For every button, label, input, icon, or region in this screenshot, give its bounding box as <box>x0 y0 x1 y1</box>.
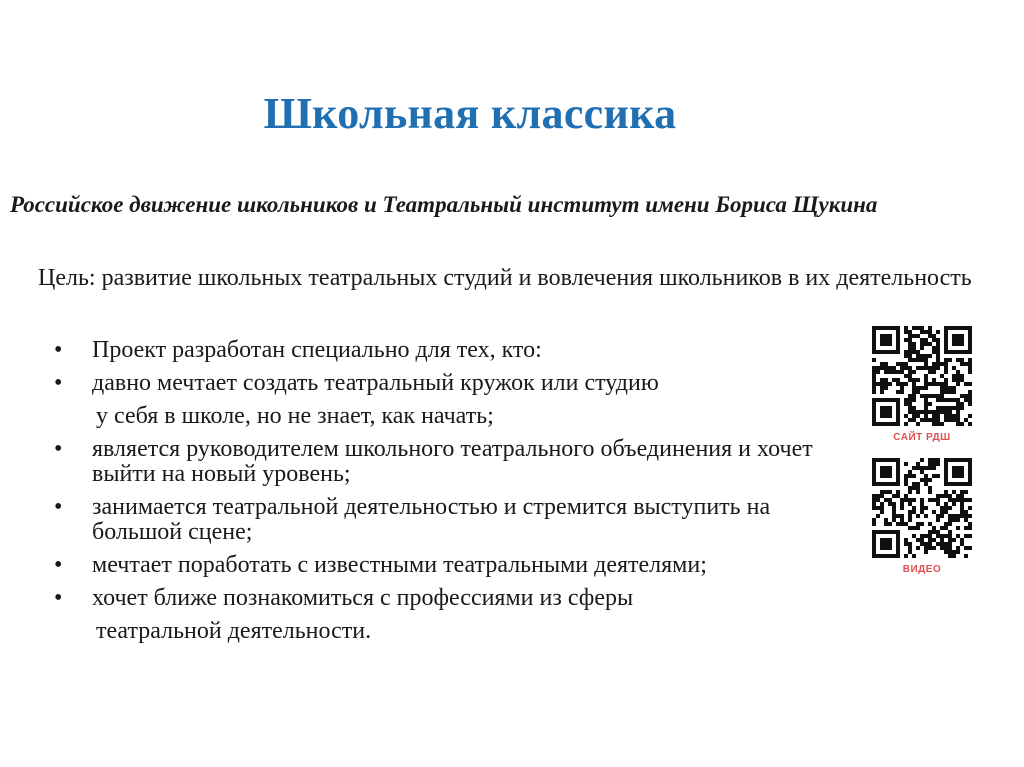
bullet-icon: • <box>54 552 63 578</box>
slide-title: Школьная классика <box>263 89 677 138</box>
list-item <box>38 495 858 545</box>
list-item <box>38 371 858 396</box>
list-item-continuation <box>38 404 858 429</box>
qr-code-icon[interactable] <box>872 458 972 558</box>
list-item-text: давно мечтает создать театральный кружок или студию <box>92 370 659 396</box>
audience-list <box>38 338 858 652</box>
goal-text: Цель: развитие школьных театральных студий и вовлечения школьников в их деятельность <box>38 265 972 291</box>
qr-video-label: ВИДЕО <box>902 564 942 575</box>
qr-code-icon[interactable] <box>872 326 972 426</box>
qr-site-block[interactable] <box>872 326 972 443</box>
list-item-text: Проект разработан специально для тех, кто: <box>92 337 542 363</box>
list-item-text: театральной деятельности. <box>96 618 372 644</box>
bullet-icon: • <box>54 370 63 396</box>
list-item-text: является руководителем школьного театрального объединения и хочет выйти на новый уровень; <box>92 436 813 487</box>
list-item-text: хочет ближе познакомиться с профессиями из сферы <box>92 585 634 611</box>
bullet-icon: • <box>54 436 63 462</box>
bullet-icon: • <box>54 337 63 363</box>
list-item <box>38 338 858 363</box>
list-item <box>38 553 858 578</box>
list-item-text: у себя в школе, но не знает, как начать; <box>96 403 494 429</box>
bullet-icon: • <box>54 585 63 611</box>
slide-subtitle: Российское движение школьников и Театральный институт имени Бориса Щукина <box>10 192 878 217</box>
bullet-icon: • <box>54 494 63 520</box>
qr-video-block[interactable] <box>872 458 972 575</box>
list-item-continuation <box>38 619 858 644</box>
qr-site-label: САЙТ РДШ <box>893 432 951 443</box>
list-item-text: занимается театральной деятельностью и стремится выступить на большой сцене; <box>92 494 771 545</box>
list-item <box>38 437 858 487</box>
list-item <box>38 586 858 611</box>
list-item-text: мечтает поработать с известными театральными деятелями; <box>92 552 707 578</box>
